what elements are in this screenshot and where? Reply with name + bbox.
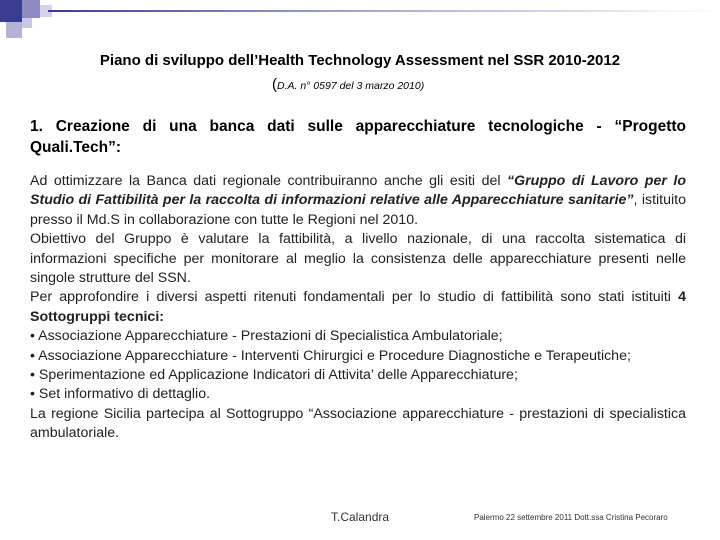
working-group-name: “Gruppo di Lavoro per lo Studio di Fattibilità per la raccolta di informazioni relative alle Apparecchiature sanitarie” [30,173,686,209]
decorative-square [6,22,22,38]
subgroups-count: 4 Sottogruppi tecnici: [30,289,686,325]
paragraph-3-text: Per approfondire i diversi aspetti ritenuti fondamentali per lo studio di fattibilità sono stati istituiti [30,289,679,306]
paragraph-2: Obiettivo del Gruppo è valutare la fattibilità, a livello nazionale, di una raccolta sistematica di informazioni specifiche per monitorare al meglio la consistenza delle apparecchiature presenti nelle singole strutture del SSN. [30,231,686,287]
decorative-square [22,18,32,28]
decorative-square [0,0,22,22]
slide-title: Piano di sviluppo dell’Health Technology Assessment nel SSR 2010-2012 [99,52,621,69]
bullet-item: • Associazione Apparecchiature - Prestazioni di Specialistica Ambulatoriale; [30,328,503,345]
section-heading: 1. Creazione di una banca dati sulle apparecchiature tecnologiche - “Progetto Quali.Tech”: [30,118,686,156]
paragraph-1-text-end: , istituito presso il Md.S in collaborazione con tutte le Regioni nel 2010. [30,192,686,228]
paragraph-3 [30,288,686,327]
footer-author: T.Calandra [331,510,390,524]
footer-event: Palermo 22 settembre 2011 Dott.ssa Cristina Pecoraro [474,513,668,522]
subtitle-open-paren: ( [272,76,277,93]
bullet-item: • Set informativo di dettaglio. [30,386,211,403]
decorative-square [22,0,40,18]
body-text [30,172,686,444]
header-rule [48,10,720,12]
bullet-item: • Associazione Apparecchiature - Interventi Chirurgici e Procedure Diagnostiche e Terapeutiche; [30,347,631,364]
paragraph-4: La regione Sicilia partecipa al Sottogruppo “Associazione apparecchiature - prestazioni di specialistica ambulatoriale. [30,405,686,442]
subtitle-text: D.A. n° 0597 del 3 marzo 2010 [277,80,421,92]
subtitle-close-paren: ) [420,80,425,92]
paragraph-1-text: Ad ottimizzare la Banca dati regionale contribuiranno anche gli esiti del [30,173,508,189]
bullet-item: • Sperimentazione ed Applicazione Indicatori di Attivita’ delle Apparecchiature; [30,367,518,384]
slide-subtitle [272,76,424,93]
paragraph-1 [30,172,686,230]
